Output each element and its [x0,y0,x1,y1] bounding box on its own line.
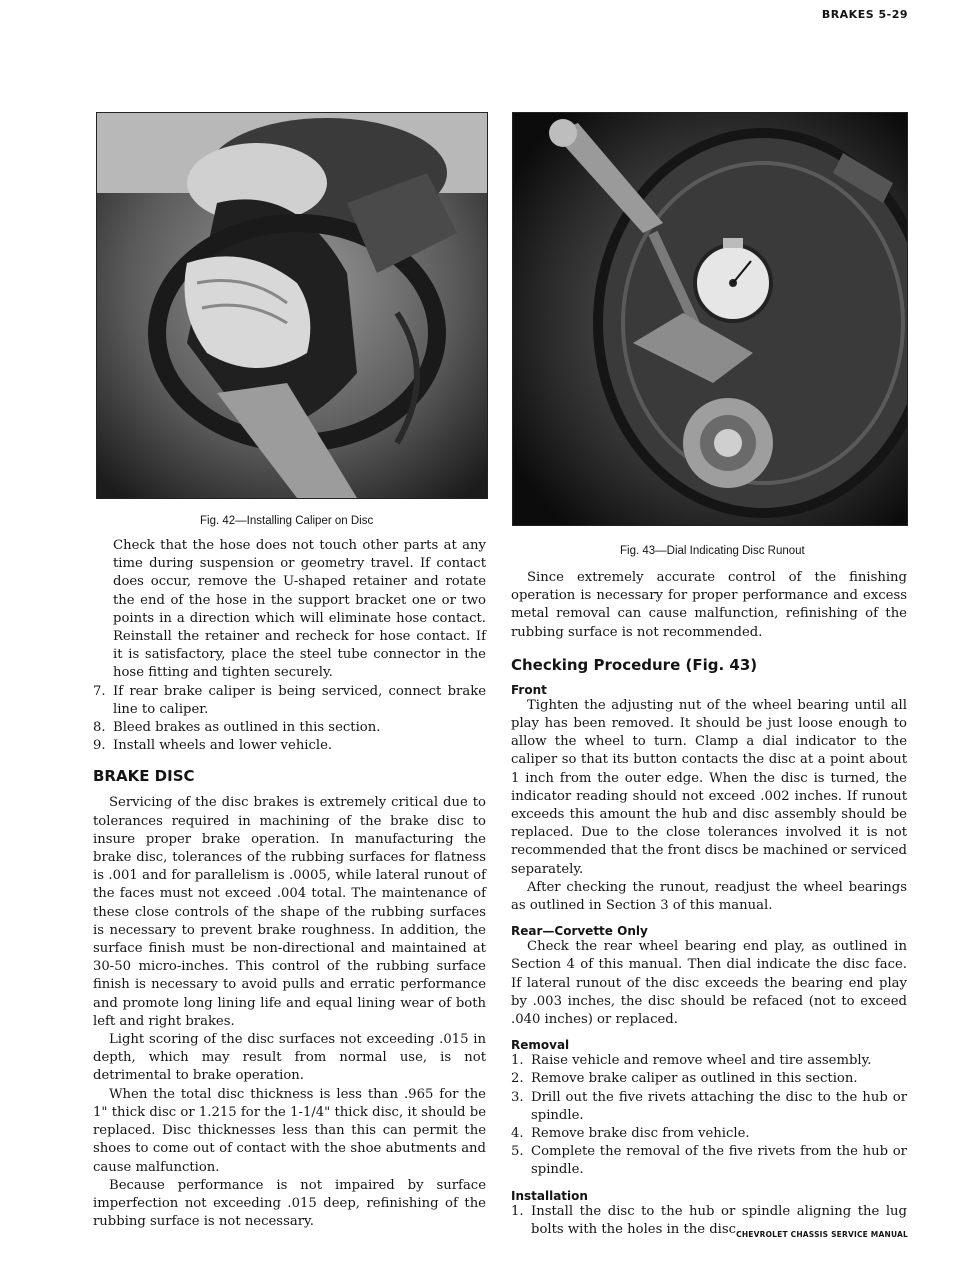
step-text: Complete the removal of the five rivets from the hub or spindle. [531,1144,907,1178]
intro-paragraph: Since extremely accurate control of the finishing operation is necessary for proper performance and excess metal removal can cause malfunction, refinishing of the rubbing surface is not recommended. [511,570,907,640]
list-item [93,737,486,755]
list-item [511,1125,907,1143]
figure-42-photo [96,112,488,499]
list-item [93,683,486,719]
step-number: 9. [93,738,106,754]
step-text: Install wheels and lower vehicle. [113,738,333,754]
step-number: 5. [511,1144,524,1160]
list-item [511,1052,907,1070]
step-text: If rear brake caliper is being serviced, connect brake line to caliper. [113,683,486,717]
section-heading-checking-procedure: Checking Procedure (Fig. 43) [511,655,758,674]
left-column [93,537,486,1231]
step-number: 3. [511,1089,524,1105]
page-header: BRAKES 5-29 [821,8,908,21]
removal-steps [511,1052,907,1179]
paragraph: Because performance is not impaired by surface imperfection not exceeding .015 deep, refinishing of the rubbing surface is not necessary. [93,1177,486,1230]
paragraph: When the total disc thickness is less than .965 for the 1" thick disc or 1.215 for the 1-1/4" thick disc, it should be replaced. Disc thicknesses less than this can permit the shoes to come out of contact with the shoe abutments and cause malfunction. [93,1086,486,1175]
step-text: Remove brake disc from vehicle. [531,1126,750,1142]
paragraph: After checking the runout, readjust the wheel bearings as outlined in Section 3 of this manual. [511,879,907,914]
figure-43-photo [512,112,908,526]
step-number: 2. [511,1071,524,1087]
step-number: 8. [93,720,106,736]
right-column [511,569,907,1239]
paragraph: Check the rear wheel bearing end play, as outlined in Section 4 of this manual. Then dial indicate the disc face. If lateral runout of the disc exceeds the bearing end play by .003 inches, the disc should be refaced (not to exceed .040 inches) or replaced. [511,939,907,1028]
subheading-installation: Installation [511,1188,588,1203]
subheading-removal: Removal [511,1038,570,1053]
list-item [511,1070,907,1088]
paragraph: Servicing of the disc brakes is extremely critical due to tolerances required in machining of the brake disc to insure proper brake operation. In manufacturing the brake disc, tolerances of the rubbing surfaces for flatness is .001 and for parallelism is .0005, while lateral runout of the faces must not exceed .004 total. The maintenance of these close controls of the shape of the rubbing surfaces is necessary to prevent brake roughness. In addition, the surface finish must be non-directional and maintained at 30-50 micro-inches. This control of the rubbing surface finish is necessary to avoid pulls and erratic performance and promote long lining life and equal lining wear of both left and right brakes. [93,795,486,1029]
subheading-front: Front [511,682,547,697]
step-text: Raise vehicle and remove wheel and tire assembly. [531,1053,872,1069]
step-6-continuation: Check that the hose does not touch other parts at any time during suspension or geometry travel. If contact does occur, remove the U-shaped retainer and rotate the end of the hose in the support bracket one or two points in a direction which will eliminate hose contact. Reinstall the retainer and recheck for hose contact. If it is satisfactory, place the steel tube connector in the hose fitting and tighten securely. [113,538,486,681]
page-footer: CHEVROLET CHASSIS SERVICE MANUAL [736,1230,908,1239]
step-text: Drill out the five rivets attaching the disc to the hub or spindle. [531,1089,907,1123]
paragraph: Tighten the adjusting nut of the wheel bearing until all play has been removed. It should be just loose enough to allow the wheel to turn. Clamp a dial indicator to the caliper so that its button contacts the disc at a point about 1 inch from the outer edge. When the disc is turned, the indicator reading should not exceed .002 inches. If runout exceeds this amount the hub and disc assembly should be replaced. Due to the close tolerances involved it is not recommended that the front discs be machined or serviced separately. [511,697,907,877]
step-text: Bleed brakes as outlined in this section. [113,720,381,736]
figure-42-caption: Fig. 42—Installing Caliper on Disc [200,515,374,527]
step-number: 1. [511,1053,524,1069]
step-number: 7. [93,683,106,699]
figure-43-caption: Fig. 43—Dial Indicating Disc Runout [620,545,805,557]
step-text: Install the disc to the hub or spindle aligning the lug bolts with the holes in the disc. [531,1203,907,1237]
list-item [511,1089,907,1125]
step-number: 1. [511,1203,524,1219]
step-text: Remove brake caliper as outlined in this section. [531,1071,858,1087]
list-item [93,719,486,737]
step-number: 4. [511,1126,524,1142]
paragraph: Light scoring of the disc surfaces not exceeding .015 in depth, which may result from normal use, is not detrimental to brake operation. [93,1032,486,1084]
steps-list [93,683,486,756]
subheading-rear-corvette: Rear—Corvette Only [511,924,648,939]
list-item [511,1143,907,1179]
section-heading-brake-disc: BRAKE DISC [93,767,195,786]
